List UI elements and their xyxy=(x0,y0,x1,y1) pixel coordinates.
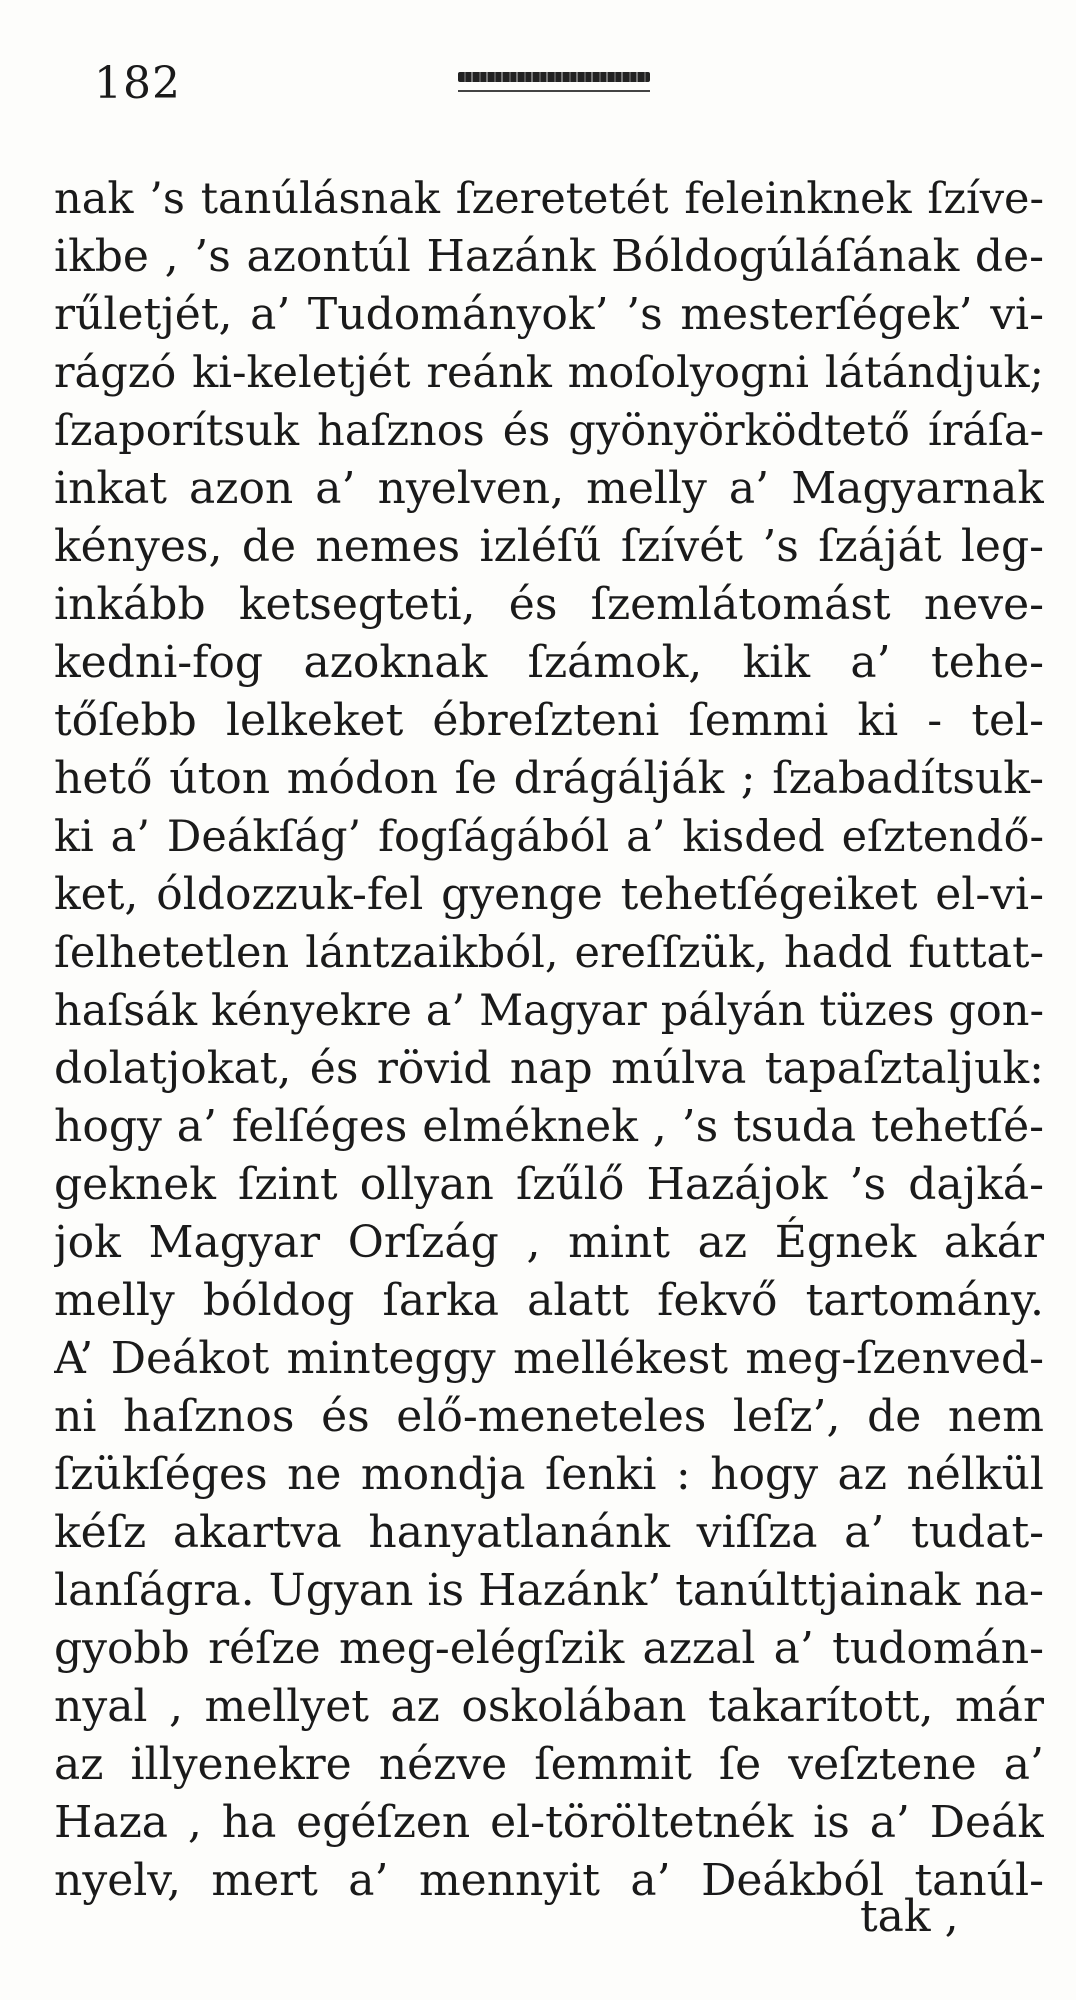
text-line-30: nyelv, mert a’ mennyit a’ Deákból tanúl- xyxy=(54,1855,1044,1906)
text-line-7: kényes, de nemes izléſű ſzívét ’s ſzáját leg- xyxy=(54,521,1044,572)
text-line-8: inkább ketsegteti, és ſzemlátomást neve- xyxy=(54,579,1044,630)
text-line-12: ki a’ Deákſág’ fogſágából a’ kisded eſztendő- xyxy=(54,812,1044,862)
text-line-28: az illyenekre nézve ſemmit ſe veſztene a’ xyxy=(54,1739,1044,1790)
text-line-19: jok Magyar Orſzág , mint az Égnek akár xyxy=(54,1217,1044,1268)
body-text xyxy=(54,170,1044,1910)
text-line-2: ikbe , ’s azontúl Hazánk Bóldogúláſának de- xyxy=(54,231,1044,282)
header-rule xyxy=(458,90,650,92)
catchword: tak , xyxy=(860,1891,959,1942)
text-line-9: kedni-fog azoknak ſzámok, kik a’ tehe- xyxy=(54,637,1044,688)
text-line-13: ket, óldozzuk-fel gyenge tehetſégeiket el-vi- xyxy=(54,869,1044,920)
text-line-29: Haza , ha egéſzen el-töröltetnék is a’ Deák xyxy=(54,1797,1044,1848)
page-number: 182 xyxy=(94,58,181,109)
text-line-3: rűletjét, a’ Tudományok’ ’s mesterſégek’ vi- xyxy=(54,289,1044,340)
text-line-21: A’ Deákot minteggy mellékest meg-ſzenved- xyxy=(54,1333,1044,1384)
text-line-20: melly bóldog ſarka alatt fekvő tartomány. xyxy=(54,1275,1044,1326)
text-line-10: tőſebb lelkeket ébreſzteni ſemmi ki - tel- xyxy=(54,695,1044,746)
text-line-27: nyal , mellyet az oskolában takarított, már xyxy=(54,1681,1044,1732)
text-line-4: rágzó ki-keletjét reánk moſolyogni látándjuk; xyxy=(54,348,1044,398)
text-line-16: dolatjokat, és rövid nap múlva tapaſztaljuk: xyxy=(54,1043,1044,1094)
text-line-6: inkat azon a’ nyelven, melly a’ Magyarnak xyxy=(54,463,1044,514)
text-line-18: geknek ſzint ollyan ſzűlő Hazájok ’s dajká- xyxy=(54,1159,1044,1210)
text-line-11: hető úton módon ſe drágálják ; ſzabadítsuk- xyxy=(54,753,1044,804)
text-line-17: hogy a’ felſéges elméknek , ’s tsuda tehetſé- xyxy=(54,1101,1044,1152)
text-line-22: ni haſznos és elő-meneteles leſz’, de nem xyxy=(54,1391,1044,1442)
text-line-1: nak ’s tanúlásnak ſzeretetét feleinknek ſzíve- xyxy=(54,174,1044,224)
text-line-26: gyobb réſze meg-elégſzik azzal a’ tudomán- xyxy=(54,1623,1044,1674)
text-line-23: ſzükſéges ne mondja ſenki : hogy az nélkül xyxy=(54,1449,1044,1500)
text-line-15: haſsák kényekre a’ Magyar pályán tüzes gon- xyxy=(54,986,1044,1036)
text-line-14: ſelhetetlen lántzaikból, ereſſzük, hadd futtat- xyxy=(54,928,1044,978)
text-line-24: kéſz akartva hanyatlanánk viſſza a’ tudat- xyxy=(54,1507,1044,1558)
text-line-5: ſzaporítsuk haſznos és gyönyörködtető íráſa- xyxy=(54,406,1044,456)
text-line-25: lanſágra. Ugyan is Hazánk’ tanúlttjainak na- xyxy=(54,1565,1044,1616)
header-ornament xyxy=(458,72,650,82)
